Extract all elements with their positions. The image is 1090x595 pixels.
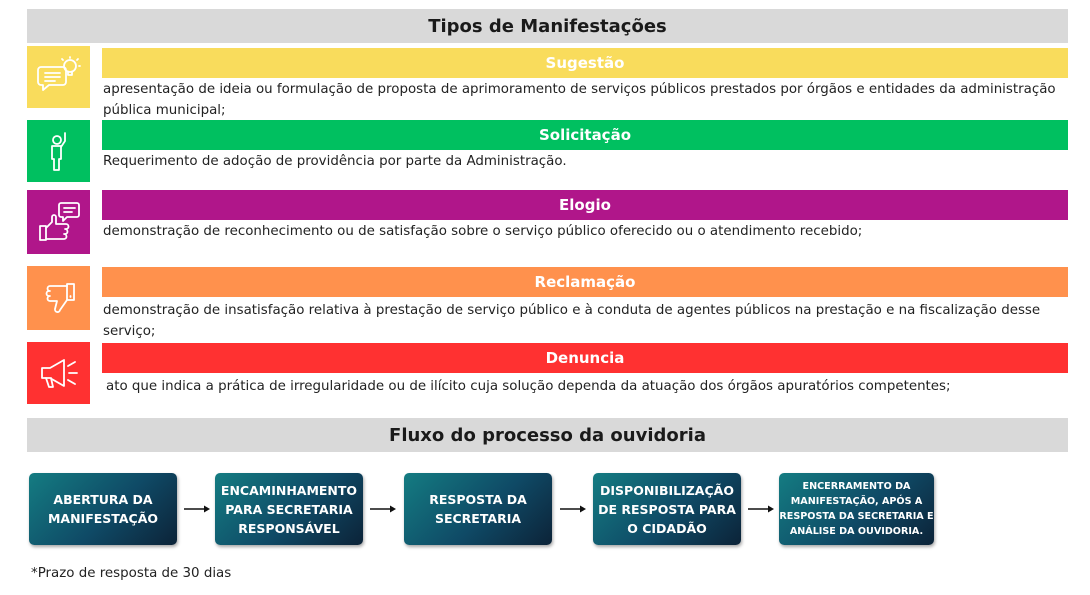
long-arrow-right-icon <box>748 503 774 515</box>
flow-step-encerramento <box>779 473 934 545</box>
flow-step-encaminhamento <box>215 473 363 545</box>
type-description-denuncia: ato que indica a prática de irregularidade ou de ilícito cuja solução dependa da atuação dos órgãos apuratórios competentes; <box>106 379 951 394</box>
elogio-icon-box <box>27 190 90 254</box>
flow-step-resposta <box>404 473 552 545</box>
long-arrow-right-icon <box>370 503 396 515</box>
long-arrow-right-icon <box>184 503 210 515</box>
sugestao-icon-box <box>27 46 90 108</box>
thumbs-down-icon <box>37 276 81 320</box>
flow-step-disponibilizacao <box>593 473 741 545</box>
flow-step-label: RESPOSTA DA SECRETARIA <box>429 492 527 526</box>
type-label-denuncia: Denuncia <box>545 349 625 367</box>
type-description-elogio: demonstração de reconhecimento ou de satisfação sobre o serviço público oferecido ou o atendimento recebido; <box>103 224 863 239</box>
lightbulb-speech-icon <box>37 55 81 99</box>
long-arrow-right-icon <box>560 503 586 515</box>
flow-step-label: ENCAMINHAMENTO PARA SECRETARIA RESPONSÁVEL <box>220 482 358 536</box>
flow-step-label: ABERTURA DA MANIFESTAÇÃO <box>47 492 158 526</box>
flow-step-abertura <box>29 473 177 545</box>
section-title-tipos <box>27 9 1068 43</box>
person-raising-hand-icon <box>37 129 81 173</box>
solicitacao-icon-box <box>27 120 90 182</box>
type-bar-denuncia <box>102 343 1068 373</box>
type-description-solicitacao: Requerimento de adoção de providência por parte da Administração. <box>103 154 567 169</box>
type-label-solicitacao: Solicitação <box>538 126 632 144</box>
flow-step-label: DISPONIBILIZAÇÃO DE RESPOSTA PARA O CIDADÃO <box>598 482 736 536</box>
section-title-fluxo <box>27 418 1068 452</box>
type-label-elogio: Elogio <box>559 196 611 214</box>
type-description-reclamacao: demonstração de insatisfação relativa à prestação de serviço público e à conduta de agentes públicos na prestação e na fiscalização desse serviço; <box>103 303 1041 339</box>
response-deadline-note: *Prazo de resposta de 30 dias <box>31 566 232 581</box>
type-bar-reclamacao <box>102 267 1068 297</box>
megaphone-icon <box>37 351 81 395</box>
type-label-sugestao: Sugestão <box>545 54 625 72</box>
section-title-text: Tipos de Manifestações <box>428 15 667 37</box>
reclamacao-icon-box <box>27 266 90 330</box>
type-description-sugestao: apresentação de ideia ou formulação de proposta de aprimoramento de serviços públicos prestados por órgãos e entidades da administração pública municipal; <box>103 82 1056 118</box>
denuncia-icon-box <box>27 342 90 404</box>
type-bar-sugestao <box>102 48 1068 78</box>
type-label-reclamacao: Reclamação <box>534 273 636 291</box>
section-title-text: Fluxo do processo da ouvidoria <box>389 424 706 446</box>
thumbs-up-speech-icon <box>37 200 81 244</box>
type-bar-elogio <box>102 190 1068 220</box>
type-bar-solicitacao <box>102 120 1068 150</box>
flow-step-label: ENCERRAMENTO DA MANIFESTAÇÃO, APÓS A RESPOSTA DA SECRETARIA E ANÁLISE DA OUVIDORIA. <box>779 481 934 537</box>
